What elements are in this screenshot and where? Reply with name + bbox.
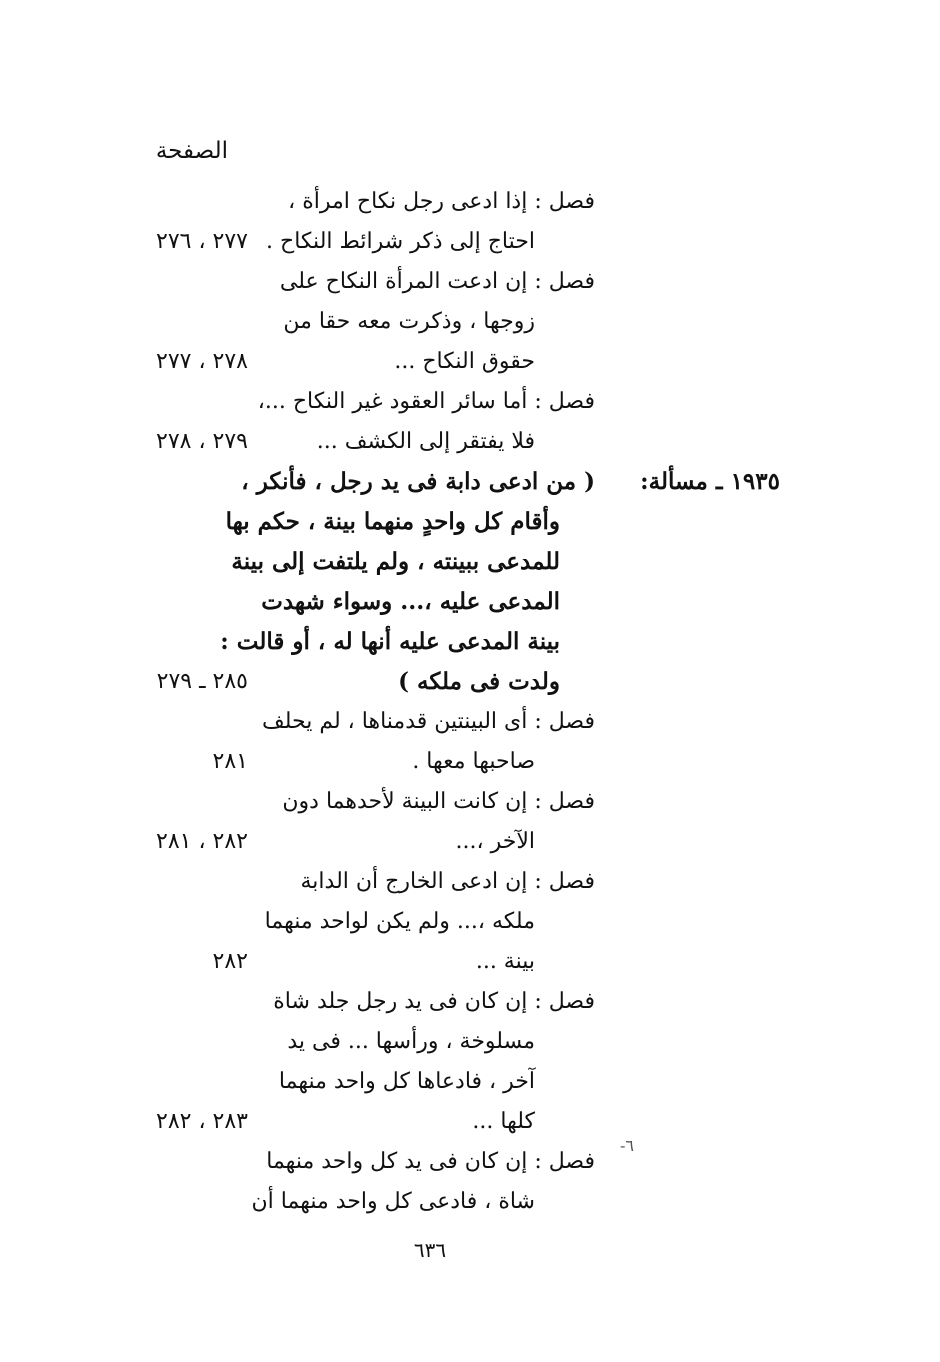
page-reference: ٢٨٢ ، ٢٨١: [156, 829, 248, 854]
index-line-text: ملكه ،... ولم يكن لواحد منهما: [264, 909, 535, 934]
index-line-text: آخر ، فادعاها كل واحد منهما: [278, 1069, 535, 1094]
index-line-text: ولدت فى ملكه ): [398, 668, 560, 695]
page-reference: ٢٧٧ ، ٢٧٦: [156, 229, 248, 254]
page-reference: ٢٨١: [212, 749, 248, 774]
page-reference: ٢٨٢: [212, 949, 248, 974]
index-line-text: فصل : أى البينتين قدمناها ، لم يحلف: [261, 709, 595, 734]
index-line-text: كلها ...: [472, 1109, 535, 1134]
index-line-text: فصل : إن كان فى يد كل واحد منهما: [266, 1149, 595, 1174]
index-line-text: صاحبها معها .: [412, 749, 535, 774]
page-reference: ٢٧٨ ، ٢٧٧: [156, 349, 248, 374]
index-line-text: فصل : إن كانت البينة لأحدهما دون: [282, 789, 595, 814]
margin-annotation: ٦-: [620, 1136, 634, 1155]
index-line-text: زوجها ، وذكرت معه حقا من: [283, 309, 535, 334]
index-line-text: فلا يفتقر إلى الكشف ...: [316, 429, 535, 454]
page-number: ٦٣٦: [413, 1238, 447, 1262]
index-line-text: فصل : إن ادعت المرأة النكاح على: [279, 269, 595, 294]
index-line-text: فصل : إذا ادعى رجل نكاح امرأة ،: [288, 189, 595, 214]
page-reference: ٢٨٣ ، ٢٨٢: [156, 1109, 248, 1134]
page-column-header: الصفحة: [155, 138, 228, 164]
index-line-text: المدعى عليه ،... وسواء شهدت: [261, 588, 560, 615]
page-reference: ٢٧٩ ، ٢٧٨: [156, 429, 248, 454]
index-line-text: احتاج إلى ذكر شرائط النكاح .: [266, 229, 535, 254]
index-line-text: وأقام كل واحدٍ منهما بينة ، حكم بها: [225, 508, 560, 535]
index-line-text: مسلوخة ، ورأسها ... فى يد: [287, 1029, 535, 1054]
index-line-text: حقوق النكاح ...: [394, 349, 535, 374]
index-line-text: فصل : إن ادعى الخارج أن الدابة: [300, 869, 595, 894]
index-line-text: شاة ، فادعى كل واحد منهما أن: [251, 1189, 535, 1214]
index-line-text: فصل : إن كان فى يد رجل جلد شاة: [273, 989, 595, 1014]
page-reference: ٢٨٥ ـ ٢٧٩: [156, 669, 248, 694]
index-line-text: ( من ادعى دابة فى يد رجل ، فأنكر ،: [241, 468, 595, 495]
index-line-text: فصل : أما سائر العقود غير النكاح ...،: [257, 389, 595, 414]
index-line-text: بينة المدعى عليه أنها له ، أو قالت :: [220, 628, 560, 655]
masala-heading: ١٩٣٥ ـ مسألة:: [640, 468, 780, 495]
index-line-text: للمدعى ببينته ، ولم يلتفت إلى بينة: [231, 548, 560, 575]
index-line-text: بينة ...: [475, 949, 535, 974]
index-line-text: الآخر ،...: [455, 829, 535, 854]
